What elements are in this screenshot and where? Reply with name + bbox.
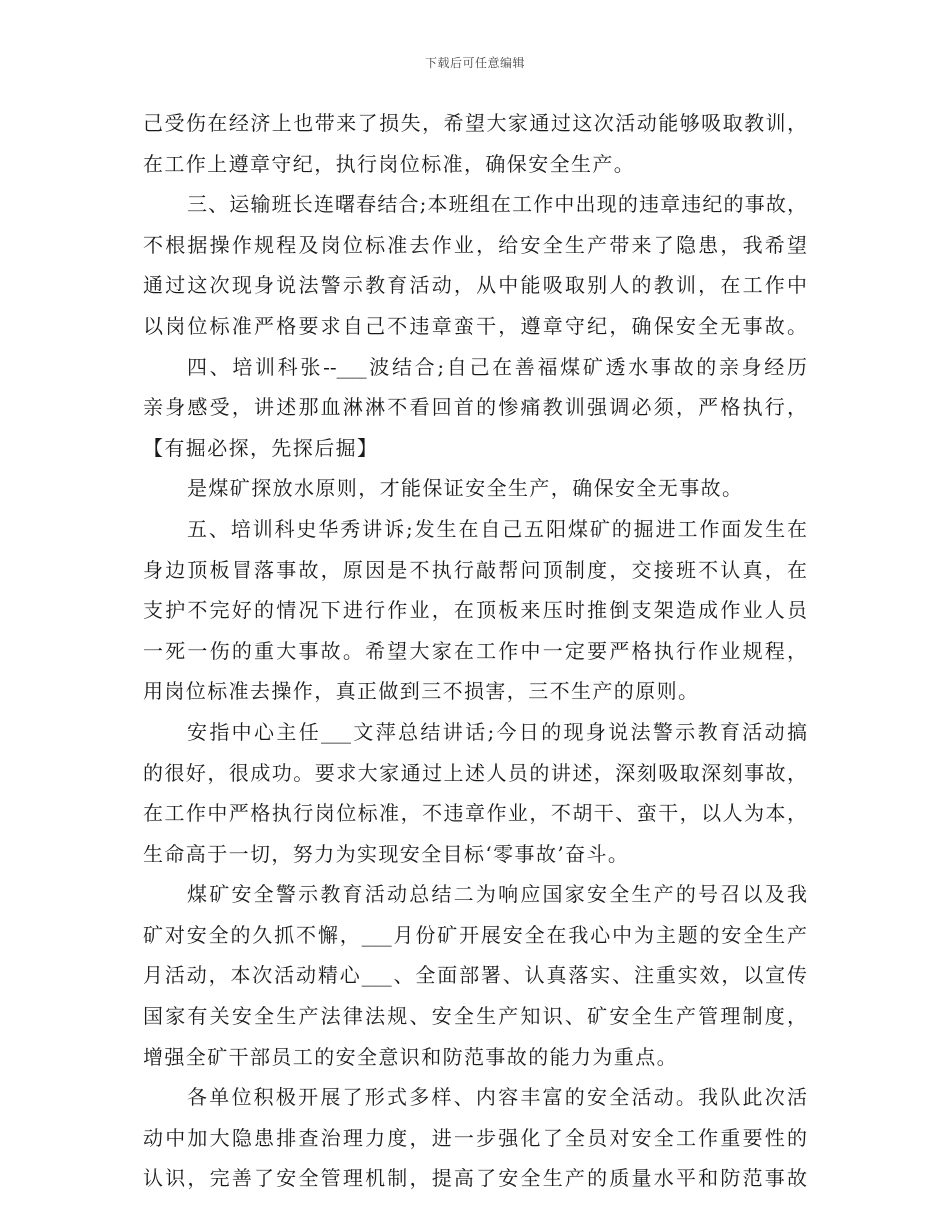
text-line: 在工作上遵章守纪，执行岗位标准，确保安全生产。 <box>143 151 636 176</box>
text-line: 生命高于一切，努力为实现安全目标‘零事故’奋斗。 <box>143 841 630 866</box>
text-line: 五、培训科史华秀讲诉;发生在自己五阳煤矿的掘进工作面发生在 <box>187 516 807 541</box>
text-line: 亲身感受，讲述那血淋淋不看回首的惨痛教训强调必须，严格执行， <box>143 395 807 420</box>
text-line: 支护不完好的情况下进行作业，在顶板来压时推倒支架造成作业人员 <box>143 598 807 623</box>
text-line: 不根据操作规程及岗位标准去作业，给安全生产带来了隐患，我希望 <box>143 232 807 257</box>
text-line: 认识，完善了安全管理机制，提高了安全生产的质量水平和防范事故 <box>143 1166 807 1191</box>
text-line: 是煤矿探放水原则，才能保证安全生产，确保安全无事故。 <box>187 476 744 501</box>
text-line: 动中加大隐患排查治理力度，进一步强化了全员对安全工作重要性的 <box>143 1125 807 1150</box>
text-line: 【有掘必探，先探后掘】 <box>143 435 379 460</box>
text-line: 的很好，很成功。要求大家通过上述人员的讲述，深刻吸取深刻事故， <box>143 760 807 785</box>
page-header: 下载后可任意编辑 <box>424 56 525 70</box>
text-line: 用岗位标准去操作，真正做到三不损害，三不生产的原则。 <box>143 679 700 704</box>
text-line: 通过这次现身说法警示教育活动，从中能吸取别人的教训，在工作中 <box>143 273 807 298</box>
text-line: 各单位积极开展了形式多样、内容丰富的安全活动。我队此次活 <box>187 1085 807 1110</box>
text-line: 矿对安全的久抓不懈，___月份矿开展安全在我心中为主题的安全生产 <box>143 922 807 947</box>
text-line: 三、运输班长连曙春结合;本班组在工作中出现的违章违纪的事故， <box>187 192 807 217</box>
document-body <box>143 103 807 1199</box>
text-line: 以岗位标准严格要求自己不违章蛮干，遵章守纪，确保安全无事故。 <box>143 313 807 338</box>
text-line: 四、培训科张--___波结合;自己在善福煤矿透水事故的亲身经历 <box>187 354 807 379</box>
text-line: 己受伤在经济上也带来了损失，希望大家通过这次活动能够吸取教训， <box>143 111 807 135</box>
text-line: 安指中心主任___文萍总结讲话;今日的现身说法警示教育活动搞 <box>187 719 807 744</box>
text-line: 身边顶板冒落事故，原因是不执行敲帮问顶制度，交接班不认真，在 <box>143 557 807 582</box>
text-line: 增强全矿干部员工的安全意识和防范事故的能力为重点。 <box>143 1044 678 1069</box>
text-line: 国家有关安全生产法律法规、安全生产知识、矿安全生产管理制度， <box>143 1004 807 1029</box>
text-line: 月活动，本次活动精心___、全面部署、认真落实、注重实效，以宣传 <box>143 963 807 988</box>
text-line: 一死一伤的重大事故。希望大家在工作中一定要严格执行作业规程， <box>143 638 807 663</box>
text-line: 在工作中严格执行岗位标准，不违章作业，不胡干、蛮干，以人为本， <box>143 801 807 826</box>
text-line: 煤矿安全警示教育活动总结二为响应国家安全生产的号召以及我 <box>187 882 807 907</box>
